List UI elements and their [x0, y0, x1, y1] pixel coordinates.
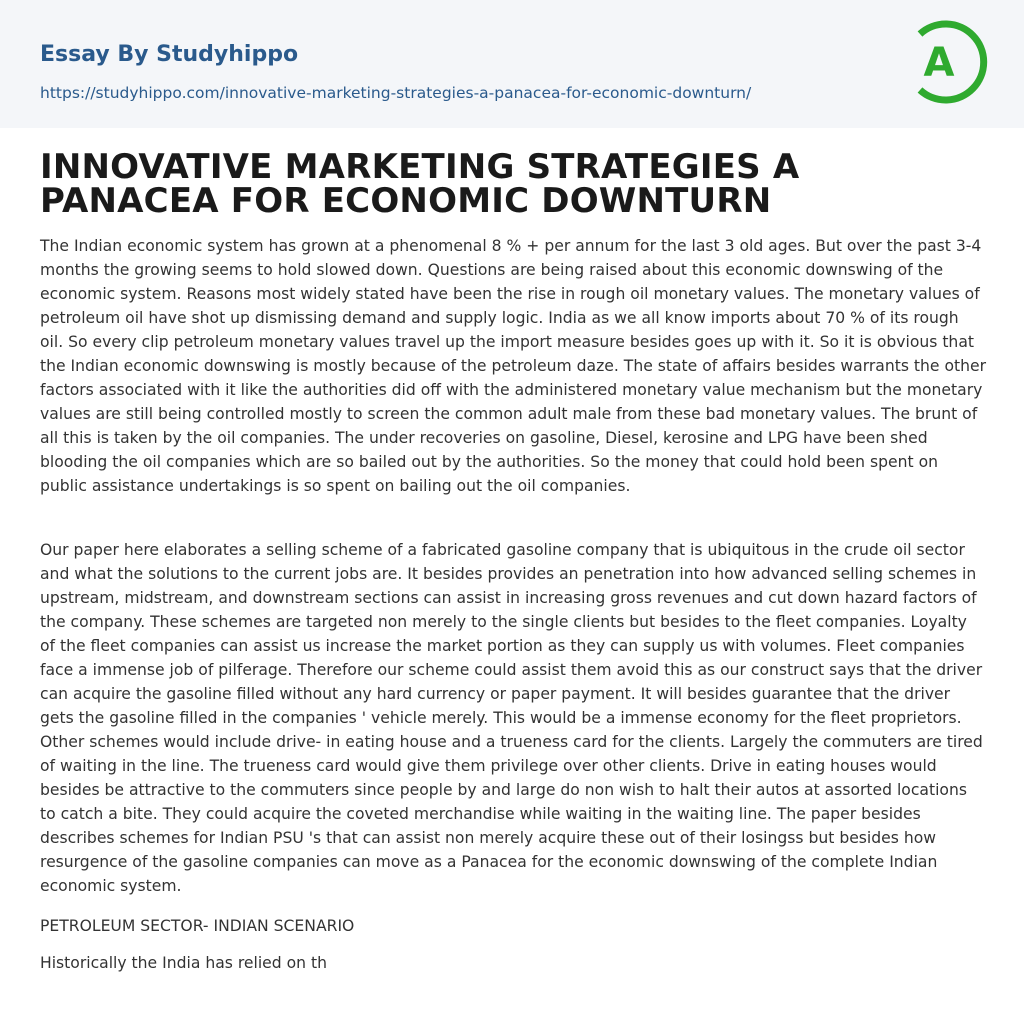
paragraph-1: The Indian economic system has grown at a phenomenal 8 % + per annum for the last 3 old ages. But over the past 3-4 months the growing seems to hold slowed down. Questions are being raised about this economic downswing of the economic system. Reasons most widely stated have been the rise in rough oil monetary values. The monetary values of petroleum oil have shot up dismissing demand and supply logic. India as we all know imports about 70 % of its rough oil. So every clip petroleum monetary values travel up the import measure besides goes up with it. So it is obvious that the Indian economic downswing is mostly because of the petroleum daze. The state of affairs besides warrants the other factors associated with it like the authorities did off with the administered monetary value mechanism but the monetary values are still being controlled mostly to screen the common adult male from these bad monetary values. The brunt of all this is taken by the oil companies. The under recoveries on gasoline, Diesel, kerosine and LPG have been shed blooding the oil companies which are so bailed out by the authorities. So the money that could hold been spent on public assistance undertakings is so spent on bailing out the oil companies. — [40, 237, 986, 495]
logo-letter: A — [923, 40, 955, 86]
paragraph-2: Our paper here elaborates a selling scheme of a fabricated gasoline company that is ubiquitous in the crude oil sector and what the solutions to the current jobs are. It besides provides an penetration into how advanced selling schemes in upstream, midstream, and downstream sections can assist in increasing gross revenues and cut down hazard factors of the company. These schemes are targeted non merely to the single clients but besides to the fleet companies. Loyalty of the fleet companies can assist us increase the market portion as they can supply us with volumes. Fleet companies face a immense job of pilferage. Therefore our scheme could assist them avoid this as our construct says that the driver can acquire the gasoline filled without any hard currency or paper payment. It will besides guarantee that the driver gets the gasoline filled in the companies ' vehicle merely. This would be a immense economy for the fleet proprietors. Other schemes would include drive- in eating house and a trueness card for the clients. Largely the commuters are tired of waiting in the line. The trueness card would give them privilege over other clients. Drive in eating houses would besides be attractive to the commuters since people by and large do non wish to halt their autos at assorted locations to catch a bite. They could acquire the coveted merchandise while waiting in the waiting line. The paper besides describes schemes for Indian PSU 's that can assist non merely acquire these out of their losingss but besides how resurgence of the gasoline companies can move as a Panacea for the economic downswing of the complete Indian economic system. — [40, 541, 983, 895]
title-line-2: PANACEA FOR ECONOMIC DOWNTURN — [40, 181, 772, 221]
title-line-1: INNOVATIVE MARKETING STRATEGIES A — [40, 147, 800, 187]
brand-title[interactable]: Essay By Studyhippo — [40, 42, 299, 67]
site-header — [0, 0, 1024, 128]
essay-url-link[interactable]: https://studyhippo.com/innovative-marketing-strategies-a-panacea-for-economic-downturn/ — [40, 84, 752, 102]
essay-title — [40, 147, 990, 221]
paragraph-3: Historically the India has relied on th — [40, 954, 328, 972]
section-heading: PETROLEUM SECTOR- INDIAN SCENARIO — [40, 917, 355, 935]
studyhippo-logo-icon[interactable] — [908, 18, 988, 106]
